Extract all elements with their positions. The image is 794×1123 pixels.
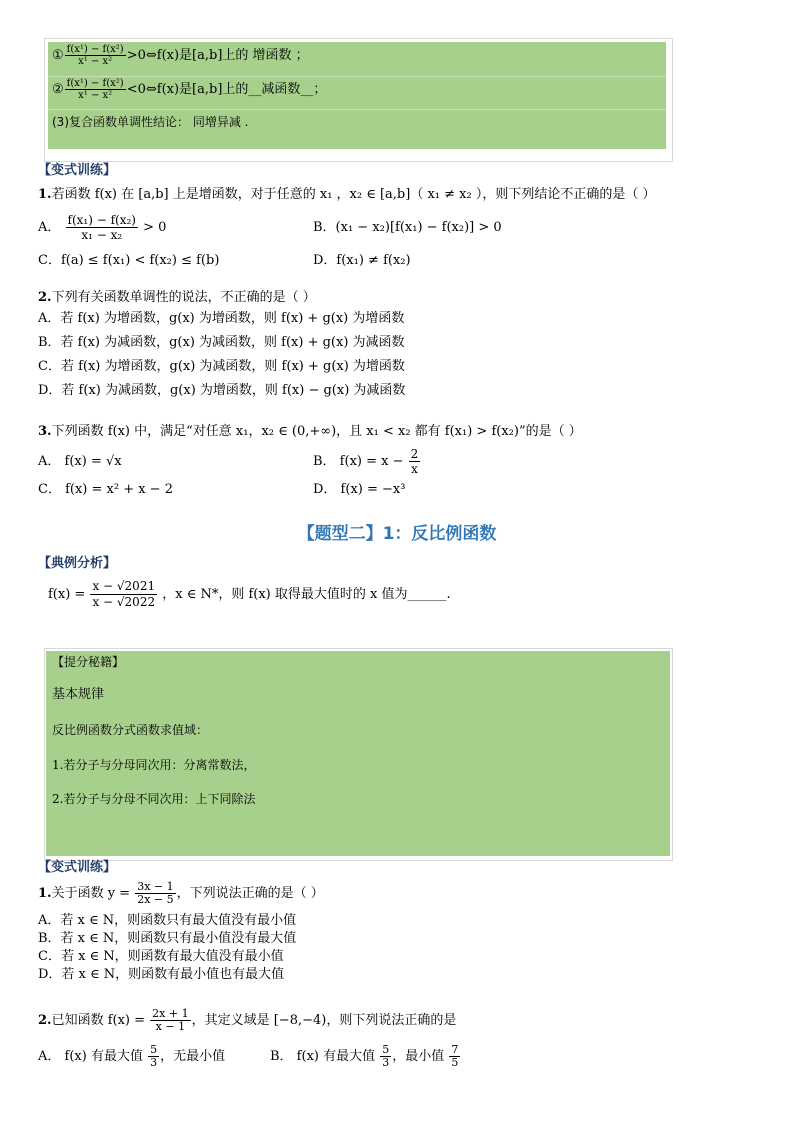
summary-row-1 <box>52 44 309 67</box>
question-1-stem <box>38 877 324 911</box>
tips-line-2: 反比例函数分式函数求值域： <box>52 723 209 737</box>
question-number: 3. <box>38 424 52 439</box>
option-d: D． f(x) = −x³ <box>313 482 406 497</box>
option-c: C．f(a) ≤ f(x₁) < f(x₂) ≤ f(b) <box>38 253 220 268</box>
fraction <box>65 44 126 67</box>
fraction <box>380 1044 391 1069</box>
fraction <box>135 881 175 906</box>
option-text: A． f(x) 有最大值 <box>38 1049 143 1064</box>
question-2-stem <box>38 290 316 306</box>
fraction-numerator: f(x₁) − f(x₂) <box>67 213 136 227</box>
option-a: A． f(x) = √x <box>38 454 122 469</box>
row-text: <0⇔f(x)是[a,b]上的__减函数__； <box>126 82 327 97</box>
fraction-denominator: x₁ − x₂ <box>81 228 123 242</box>
option-b <box>270 1040 461 1074</box>
fraction-denominator: 3 <box>150 1056 158 1069</box>
fraction-numerator: f(x¹) − f(x²) <box>66 78 124 89</box>
fraction-denominator: x <box>411 462 418 476</box>
summary-row-2 <box>52 78 326 101</box>
fraction-denominator: x¹ − x² <box>78 90 113 101</box>
fraction-denominator: 3 <box>382 1056 390 1069</box>
row-divider <box>48 109 666 110</box>
fraction-numerator: 7 <box>451 1043 459 1056</box>
tips-line-4: 2.若分子与分母不同次用：上下同除法 <box>52 792 256 806</box>
row-text: >0⇔f(x)是[a,b]上的 增函数 ； <box>126 48 309 63</box>
fraction <box>409 447 421 476</box>
question-1-stem <box>38 187 655 203</box>
row-divider <box>48 76 666 77</box>
question-3-stem <box>38 424 582 440</box>
fraction-denominator: x − √2022 <box>92 595 156 609</box>
circled-one: ① <box>52 48 64 63</box>
fraction-numerator: x − √2021 <box>92 579 156 593</box>
option-b: B．若 x ∈ N，则函数只有最小值没有最大值 <box>38 931 297 946</box>
tips-line-3: 1.若分子与分母同次用：分离常数法， <box>52 758 256 772</box>
option-c: C．若 f(x) 为增函数，g(x) 为减函数，则 f(x) + g(x) 为增函数 <box>38 359 405 374</box>
example-problem <box>48 578 451 612</box>
option-a <box>38 1040 225 1074</box>
question-number: 2. <box>38 1013 52 1028</box>
fraction-numerator: 5 <box>150 1043 158 1056</box>
option-text: B． f(x) = x − <box>313 454 404 469</box>
fraction-denominator: 2x − 5 <box>137 893 174 906</box>
fraction-numerator: 2x + 1 <box>152 1007 189 1020</box>
section-header: 【变式训练】 <box>38 860 117 875</box>
option-text: ，最小值 <box>392 1049 445 1064</box>
question-number: 1. <box>38 187 52 202</box>
fraction <box>449 1044 460 1069</box>
option-text: B． f(x) 有最大值 <box>270 1049 376 1064</box>
question-2-stem <box>38 1004 456 1038</box>
option-text: > 0 <box>143 220 167 235</box>
option-a: A．若 x ∈ N，则函数只有最大值没有最小值 <box>38 913 297 928</box>
problem-text: ，x ∈ N*，则 f(x) 取得最大值时的 x 值为______. <box>162 587 451 602</box>
question-number: 2. <box>38 290 52 305</box>
section-header: 【变式训练】 <box>38 163 117 178</box>
option-a <box>38 212 166 244</box>
example-header: 【典例分析】 <box>38 556 117 571</box>
option-d: D．若 f(x) 为减函数，g(x) 为增函数，则 f(x) − g(x) 为减函数 <box>38 383 406 398</box>
circled-two: ② <box>52 82 64 97</box>
question-number: 1. <box>38 886 52 901</box>
option-d: D．f(x₁) ≠ f(x₂) <box>313 253 411 268</box>
question-text: 关于函数 y = <box>51 886 131 901</box>
formula-lhs: f(x) = <box>48 587 86 602</box>
option-c: C．若 x ∈ N，则函数有最大值没有最小值 <box>38 949 284 964</box>
question-text: 下列有关函数单调性的说法，不正确的是（ ） <box>51 290 316 305</box>
option-a: A．若 f(x) 为增函数，g(x) 为增函数，则 f(x) + g(x) 为增函数 <box>38 311 405 326</box>
fraction <box>148 1044 159 1069</box>
fraction-numerator: f(x¹) − f(x²) <box>66 44 124 55</box>
tips-box <box>46 651 670 856</box>
fraction-denominator: x¹ − x² <box>78 56 113 67</box>
option-b: B．若 f(x) 为减函数，g(x) 为减函数，则 f(x) + g(x) 为减函数 <box>38 335 405 350</box>
option-b: B．(x₁ − x₂)[f(x₁) − f(x₂)] > 0 <box>313 220 502 235</box>
fraction <box>65 78 126 101</box>
option-c: C． f(x) = x² + x − 2 <box>38 482 173 497</box>
tips-line-1: 基本规律 <box>52 687 105 702</box>
fraction-numerator: 5 <box>382 1043 390 1056</box>
question-text: 下列函数 f(x) 中，满足“对任意 x₁，x₂ ∈ (0,+∞)，且 x₁ < x₂ 都有 f(x₁) > f(x₂)”的是（ ） <box>51 424 582 439</box>
option-b <box>313 446 421 478</box>
fraction <box>150 1008 190 1033</box>
fraction-numerator: 3x − 1 <box>137 880 174 893</box>
section-title: 【题型二】1：反比例函数 <box>297 524 497 544</box>
fraction-denominator: x − 1 <box>155 1020 186 1033</box>
option-text: ，无最小值 <box>160 1049 226 1064</box>
question-text: 若函数 f(x) 在 [a,b] 上是增函数，对于任意的 x₁ ，x₂ ∈ [a,b]（ x₁ ≠ x₂ ），则下列结论不正确的是（ ） <box>51 187 656 202</box>
question-text: ，其定义域是 [−8,−4)，则下列说法正确的是 <box>191 1013 457 1028</box>
fraction-numerator: 2 <box>410 447 419 461</box>
tips-header: 【提分秘籍】 <box>52 655 125 669</box>
option-label: A． <box>38 220 61 235</box>
fraction-denominator: 5 <box>451 1056 459 1069</box>
summary-row-3: (3)复合函数单调性结论： 同增异减 . <box>52 115 249 129</box>
question-text: 已知函数 f(x) = <box>51 1013 146 1028</box>
option-d: D．若 x ∈ N，则函数有最小值也有最大值 <box>38 967 285 982</box>
question-text: ，下列说法正确的是（ ） <box>176 886 324 901</box>
fraction <box>66 213 138 242</box>
fraction <box>90 579 157 610</box>
